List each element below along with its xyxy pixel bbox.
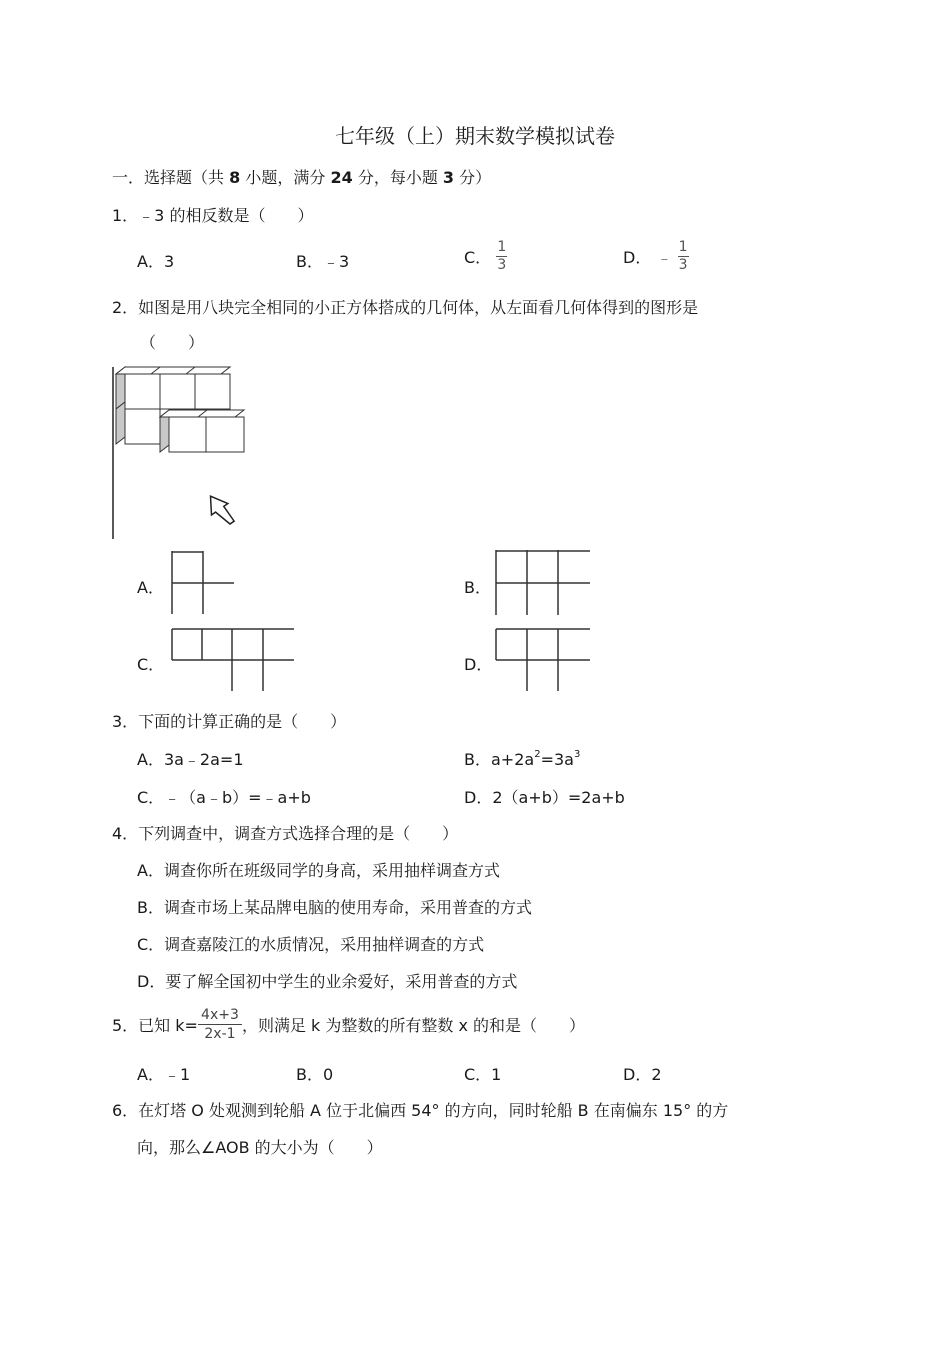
q1-option-d: D． ﹣ $\frac{1}{3}$ <box>623 239 688 273</box>
q2-option-a-label: A． <box>137 578 164 597</box>
q4-option-c: C．调查嘉陵江的水质情况，采用抽样调查的方式 <box>137 935 485 954</box>
q5-option-c: C．1 <box>464 1065 502 1084</box>
q2-option-a-figure <box>170 551 236 615</box>
q4-option-b: B．调查市场上某品牌电脑的使用寿命，采用普查的方式 <box>137 898 532 917</box>
q6-stem-line1: 6．在灯塔 O 处观测到轮船 A 位于北偏西 54° 的方向，同时轮船 B 在南偏东 15° 的方 <box>112 1101 729 1120</box>
q5-option-a: A．﹣1 <box>137 1065 191 1084</box>
q2-option-b-figure <box>494 550 592 616</box>
q1-stem: 1．﹣3 的相反数是（ ） <box>112 206 314 225</box>
q5-stem: 5．已知 k= $\frac{4x+3}{2x-1}$ ，则满足 k 为整数的所有整数 x 的和是（ ） <box>112 1007 586 1042</box>
q5-option-d: D．2 <box>623 1065 662 1084</box>
q4-stem: 4．下列调查中，调查方式选择合理的是（ ） <box>112 824 459 843</box>
q2-stem: 2．如图是用八块完全相同的小正方体搭成的几何体，从左面看几何体得到的图形是 <box>112 298 699 317</box>
q2-answer-paren: （ ） <box>140 333 205 352</box>
q4-option-a: A．调查你所在班级同学的身高，采用抽样调查方式 <box>137 861 500 880</box>
q6-stem-line2: 向，那么∠AOB 的大小为（ ） <box>137 1138 383 1157</box>
q2-option-d-label: D． <box>464 655 493 674</box>
q2-option-b-label: B． <box>464 578 491 597</box>
q3-option-b: B．$a+2a^2=3a^3$ <box>464 749 581 769</box>
fraction: $\frac{4x+3}{2x-1}$ <box>198 1007 242 1042</box>
q3-stem: 3．下面的计算正确的是（ ） <box>112 712 347 731</box>
q2-option-c-figure <box>170 628 296 692</box>
q1-option-b: B．﹣3 <box>296 252 350 271</box>
section-heading: 一．选择题（共 8 小题，满分 24 分，每小题 3 分） <box>112 168 492 187</box>
q2-option-d-figure <box>494 628 592 692</box>
q3-option-d: D．2（a+b）=2a+b <box>464 788 625 807</box>
q3-option-a: A．3a﹣2a=1 <box>137 750 244 769</box>
q2-option-c-label: C． <box>137 655 165 674</box>
cube-solid-figure <box>110 362 250 542</box>
fraction: $\frac{1}{3}$ <box>497 239 507 273</box>
page-title: 七年级（上）期末数学模拟试卷 <box>335 124 615 148</box>
fraction: $\frac{1}{3}$ <box>678 239 688 273</box>
q1-option-a: A．3 <box>137 252 175 271</box>
q5-option-b: B．0 <box>296 1065 334 1084</box>
q1-option-c: C． $\frac{1}{3}$ <box>464 239 507 273</box>
q3-option-c: C．﹣（a﹣b）=﹣a+b <box>137 788 311 807</box>
q4-option-d: D．要了解全国初中学生的业余爱好，采用普查的方式 <box>137 972 518 991</box>
